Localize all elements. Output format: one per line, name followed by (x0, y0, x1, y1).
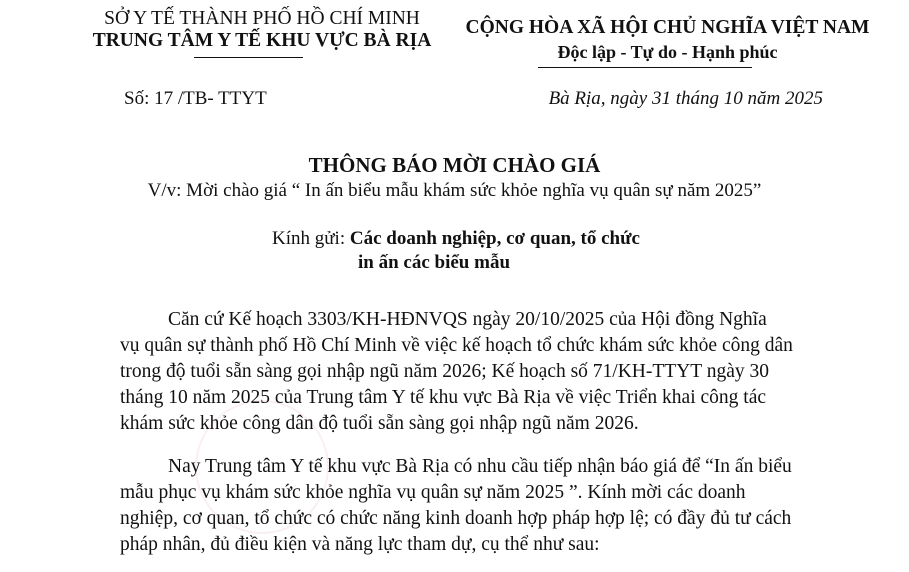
national-heading (430, 15, 905, 65)
country-name: CỘNG HÒA XÃ HỘI CHỦ NGHĨA VIỆT NAM (465, 17, 870, 38)
parent-agency: SỞ Y TẾ THÀNH PHỐ HỒ CHÍ MINH (104, 8, 420, 29)
national-motto: Độc lập - Tự do - Hạnh phúc (557, 42, 778, 62)
issuing-organization (78, 8, 446, 52)
place-date: Bà Rịa, ngày 31 tháng 10 năm 2025 (548, 88, 823, 109)
document-title: THÔNG BÁO MỜI CHÀO GIÁ (308, 153, 601, 177)
paragraph-line: trong độ tuổi sẵn sàng gọi nhập ngũ năm 2026; Kế hoạch số 71/KH-TTYT ngày 30 (120, 361, 770, 382)
paragraph-line: nghiệp, cơ quan, tổ chức có chức năng kinh doanh hợp pháp hợp lệ; có đầy đủ tư cách (120, 508, 792, 529)
recipient-line (272, 227, 640, 251)
document-subject: V/v: Mời chào giá “ In ấn biểu mẫu khám sức khỏe nghĩa vụ quân sự năm 2025” (147, 180, 762, 201)
paragraph-line: mẫu phục vụ khám sức khỏe nghĩa vụ quân sự năm 2025 ”. Kính mời các doanh (120, 482, 746, 503)
document-number: Số: 17 /TB- TTYT (124, 88, 267, 109)
paragraph-line: Nay Trung tâm Y tế khu vực Bà Rịa có nhu cầu tiếp nhận báo giá để “In ấn biểu (168, 456, 792, 477)
recipient-prefix: Kính gửi: (272, 228, 350, 249)
paragraph-line: Căn cứ Kế hoạch 3303/KH-HĐNVQS ngày 20/10/2025 của Hội đồng Nghĩa (168, 309, 767, 330)
issuing-unit: TRUNG TÂM Y TẾ KHU VỰC BÀ RỊA (92, 30, 432, 51)
paragraph-line: khám sức khỏe công dân độ tuổi sẵn sàng gọi nhập ngũ năm 2026. (120, 413, 639, 434)
paragraph-line: pháp nhân, đủ điều kiện và năng lực tham dự, cụ thể như sau: (120, 534, 600, 555)
paragraph-invitation (120, 454, 830, 558)
recipient-name: Các doanh nghiệp, cơ quan, tổ chức (349, 228, 640, 249)
paragraph-line: tháng 10 năm 2025 của Trung tâm Y tế khu vực Bà Rịa về việc Triển khai công tác (120, 387, 767, 408)
issuer-underline (194, 57, 303, 58)
recipient-name-continued: in ấn các biểu mẫu (358, 252, 511, 273)
motto-underline (538, 67, 752, 68)
paragraph-line: vụ quân sự thành phố Hồ Chí Minh về việc kế hoạch tổ chức khám sức khỏe công dân (120, 335, 793, 356)
paragraph-basis (120, 307, 830, 437)
